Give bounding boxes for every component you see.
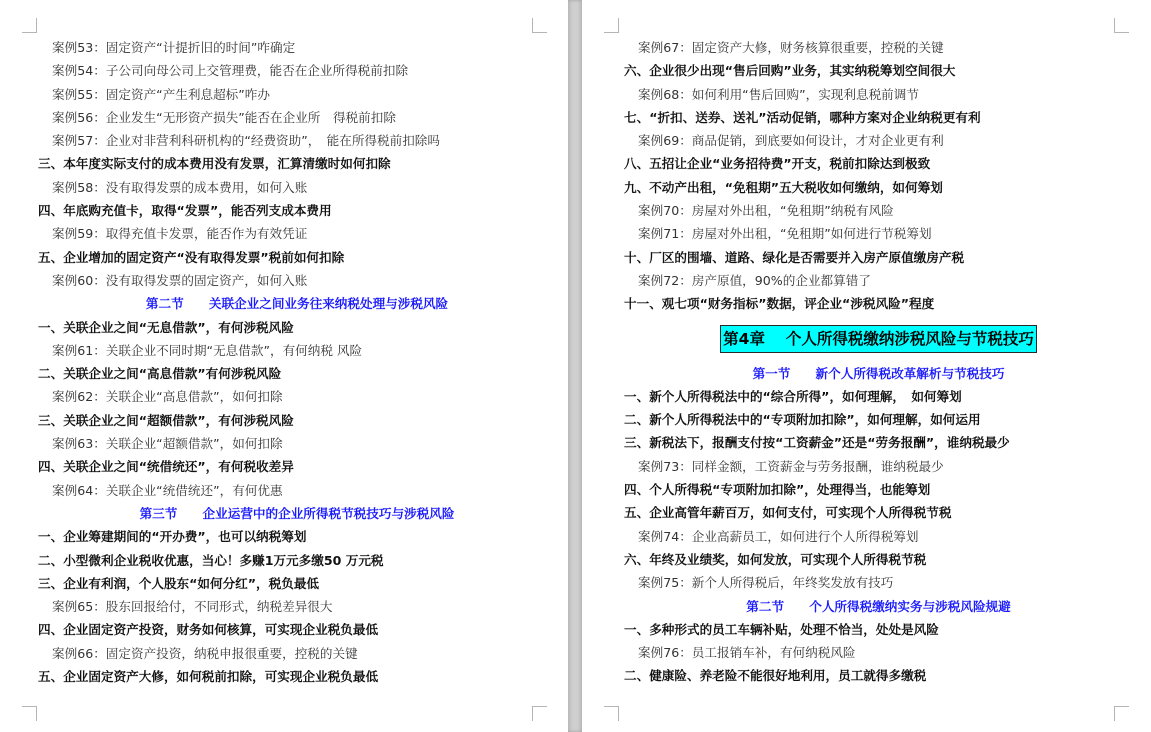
- case-line: 案例59：取得充值卡发票，能否作为有效凭证: [52, 226, 308, 242]
- section-title: 第二节 关联企业之间业务往来纳税处理与涉税风险: [145, 296, 449, 312]
- heading-line: 二、小型微利企业税收优惠，当心！多赚1万元多缴50 万元税: [38, 552, 384, 568]
- margin-mark-top-right: [1114, 18, 1129, 33]
- case-line: 案例72：房产原值，90%的企业都算错了: [638, 272, 871, 288]
- heading-line: 四、关联企业之间“统借统还”，有何税收差异: [38, 459, 294, 475]
- section-title: 第二节 个人所得税缴纳实务与涉税风险规避: [746, 598, 1011, 614]
- heading-line: 五、企业固定资产大修，如何税前扣除，可实现企业税负最低: [38, 669, 379, 685]
- heading-line: 三、本年度实际支付的成本费用没有发票，汇算清缴时如何扣除: [38, 156, 391, 172]
- heading-line: 四、年底购充值卡，取得“发票”，能否列支成本费用: [38, 203, 332, 219]
- document-page-left: [0, 0, 568, 732]
- case-line: 案例61：关联企业不同时期“无息借款”，有何纳税 风险: [52, 342, 363, 358]
- heading-line: 二、健康险、养老险不能很好地利用，员工就得多缴税: [624, 668, 927, 684]
- case-line: 案例65：股东回报给付，不同形式，纳税差异很大: [52, 599, 333, 615]
- heading-line: 一、关联企业之间“无息借款”，有何涉税风险: [38, 319, 294, 335]
- case-line: 案例66：固定资产投资，纳税申报很重要，控税的关键: [52, 645, 358, 661]
- case-line: 案例60：没有取得发票的固定资产，如何入账: [52, 272, 308, 288]
- heading-line: 五、企业增加的固定资产“没有取得发票”税前如何扣除: [38, 249, 345, 265]
- section-title: 第三节 企业运营中的企业所得税节税技巧与涉税风险: [139, 505, 455, 521]
- section-title: 第一节 新个人所得税改革解析与节税技巧: [752, 365, 1005, 381]
- case-line: 案例57：企业对非营利科研机构的“经费资助”， 能在所得税前扣除吗: [52, 133, 440, 149]
- case-line: 案例62：关联企业“高息借款”，如何扣除: [52, 389, 283, 405]
- heading-line: 十一、观七项“财务指标”数据，评企业“涉税风险”程度: [624, 296, 935, 312]
- case-line: 案例58：没有取得发票的成本费用，如何入账: [52, 179, 308, 195]
- heading-line: 三、新税法下，报酬支付按“工资薪金”还是“劳务报酬”，谁纳税最少: [624, 435, 1010, 451]
- margin-mark-bottom-right: [1114, 706, 1129, 721]
- case-line: 案例64：关联企业“统借统还”，有何优惠: [52, 482, 283, 498]
- margin-mark-top-right: [532, 18, 547, 33]
- case-line: 案例73：同样金额，工资薪金与劳务报酬，谁纳税最少: [638, 458, 944, 474]
- margin-mark-top-left: [22, 18, 37, 33]
- heading-line: 五、企业高管年薪百万，如何支付，可实现个人所得税节税: [624, 505, 952, 521]
- case-line: 案例55：固定资产“产生利息超标”咋办: [52, 86, 270, 102]
- heading-line: 八、五招让企业“业务招待费”开支，税前扣除达到极致: [624, 156, 931, 172]
- heading-line: 六、年终及业绩奖，如何发放，可实现个人所得税节税: [624, 551, 927, 567]
- margin-mark-bottom-left: [22, 706, 37, 721]
- heading-line: 三、关联企业之间“超额借款”，有何涉税风险: [38, 412, 294, 428]
- document-page-right: [582, 0, 1151, 732]
- case-line: 案例76：员工报销车补，有何纳税风险: [638, 645, 856, 661]
- case-line: 案例71：房屋对外出租，“免租期”如何进行节税筹划: [638, 226, 932, 242]
- heading-line: 一、多种形式的员工车辆补贴，处理不恰当，处处是风险: [624, 621, 939, 637]
- heading-line: 二、新个人所得税法中的“专项附加扣除”，如何理解，如何运用: [624, 412, 981, 428]
- heading-line: 四、个人所得税“专项附加扣除”，处理得当，也能筹划: [624, 482, 931, 498]
- heading-line: 九、不动产出租，“免租期”五大税收如何缴纳，如何筹划: [624, 179, 943, 195]
- heading-line: 六、企业很少出现“售后回购”业务，其实纳税筹划空间很大: [624, 63, 956, 79]
- heading-line: 三、企业有利润，个人股东“如何分红”，税负最低: [38, 575, 320, 591]
- chapter-title-text: 第4章 个人所得税缴纳涉税风险与节税技巧: [720, 325, 1037, 353]
- heading-line: 七、“折扣、送券、送礼”活动促销，哪种方案对企业纳税更有利: [624, 109, 981, 125]
- case-line: 案例68：如何利用“售后回购”，实现利息税前调节: [638, 86, 919, 102]
- margin-mark-bottom-left: [604, 706, 619, 721]
- heading-line: 四、企业固定资产投资，财务如何核算，可实现企业税负最低: [38, 622, 379, 638]
- case-line: 案例75：新个人所得税后，年终奖发放有技巧: [638, 575, 894, 591]
- heading-line: 一、企业筹建期间的“开办费”，也可以纳税筹划: [38, 529, 307, 545]
- heading-line: 一、新个人所得税法中的“综合所得”，如何理解， 如何筹划: [624, 388, 962, 404]
- heading-line: 十、厂区的围墙、道路、绿化是否需要并入房产原值缴房产税: [624, 249, 965, 265]
- case-line: 案例69：商品促销，到底要如何设计，才对企业更有利: [638, 133, 944, 149]
- page-gutter: [568, 0, 582, 732]
- margin-mark-bottom-right: [532, 706, 547, 721]
- case-line: 案例70：房屋对外出租，“免租期”纳税有风险: [638, 203, 894, 219]
- case-line: 案例67：固定资产大修，财务核算很重要，控税的关键: [638, 40, 944, 55]
- toc-list-left: [0, 36, 568, 688]
- toc-list-right: [582, 36, 1151, 688]
- chapter-title: [624, 316, 1151, 362]
- case-line: 案例63：关联企业“超额借款”，如何扣除: [52, 436, 283, 452]
- case-line: 案例53：固定资产“计提折旧的时间”咋确定: [52, 40, 296, 55]
- case-line: 案例56：企业发生“无形资产损失”能否在企业所 得税前扣除: [52, 109, 396, 125]
- case-line: 案例54：子公司向母公司上交管理费，能否在企业所得税前扣除: [52, 63, 409, 79]
- heading-line: 二、关联企业之间“高息借款”有何涉税风险: [38, 366, 282, 382]
- margin-mark-top-left: [604, 18, 619, 33]
- case-line: 案例74：企业高薪员工，如何进行个人所得税筹划: [638, 528, 919, 544]
